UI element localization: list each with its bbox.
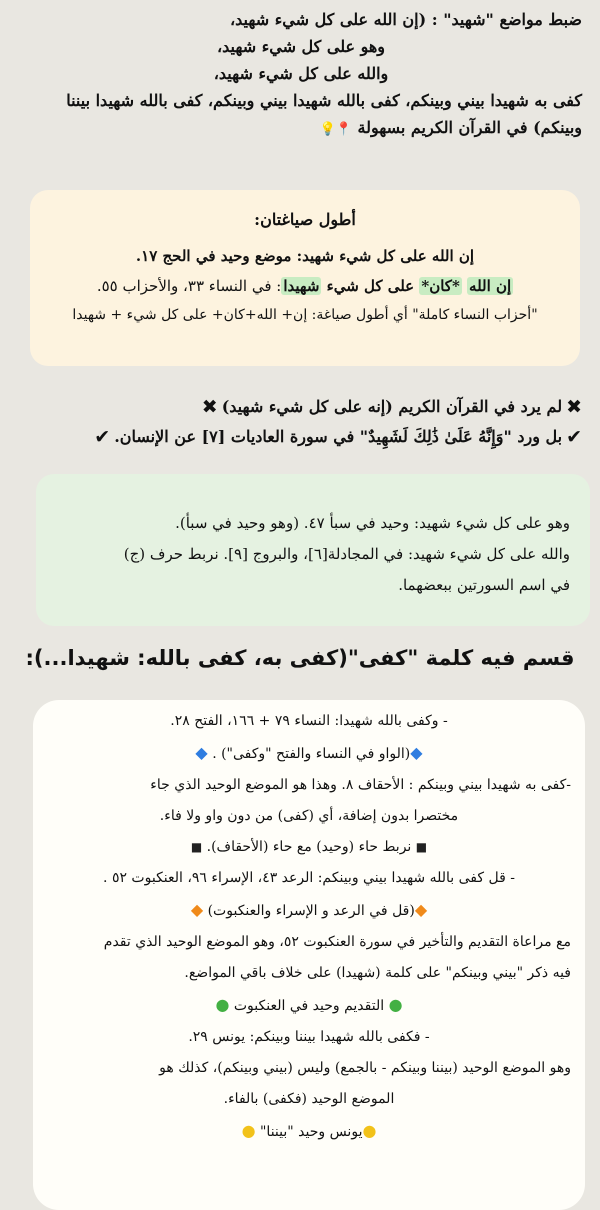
not-found-line	[10, 392, 586, 422]
highlight-inna-allah: إن الله	[469, 277, 512, 295]
orange-diamond-icon: ◆	[190, 900, 204, 919]
kafa-row-11: - فكفى بالله شهيدا بيننا وبينكم: يونس ٢٩.	[188, 1029, 430, 1045]
intro-line-5	[20, 114, 582, 143]
blue-diamond-icon: ◆	[195, 743, 208, 762]
intro-line-5-text: وبينكم) في القرآن الكريم بسهولة	[357, 118, 582, 137]
check-mark-icon: ✔	[566, 426, 582, 448]
not-found-text: لم يرد في القرآن الكريم (إنه على كل شيء شهيد)	[221, 397, 563, 416]
kafa-row-4: مختصرا بدون إضافة، أي (كفى) من دون واو ولا فاء.	[159, 808, 459, 824]
kafa-row-2-text: (الواو في النساء والفتح "وكفى") .	[212, 746, 411, 762]
huwa-row-2: والله على كل شيء شهيد: في المجادلة[٦]، والبروج [٩]. نربط حرف (ج)	[123, 545, 570, 563]
black-square-icon: ■	[415, 840, 428, 854]
yellow-circle-icon: ●	[241, 1121, 256, 1140]
longest-row-1	[48, 241, 562, 271]
longest-row-2	[48, 271, 562, 301]
blue-diamond-icon: ◆	[410, 743, 423, 762]
longest-row-1-text: إن الله على كل شيء شهيد: موضع وحيد في الحج ١٧.	[135, 247, 475, 265]
longest-forms-box	[30, 190, 580, 366]
section-title: قسم فيه كلمة "كفى"(كفى به، كفى بالله: شهيدا...):	[25, 646, 575, 670]
green-circle-icon: ●	[215, 995, 230, 1014]
check-mark-icon: ✔	[94, 426, 111, 448]
row2-middle: على كل شيء	[326, 277, 415, 295]
row2-tail: : في النساء ٣٣، والأحزاب ٥٥.	[96, 277, 282, 295]
but-found-text: بل ورد "وَإِنَّهُ عَلَىٰ ذَٰلِكَ لَشَهِيدٌ" في سورة العاديات [٧] عن الإنسان.	[114, 427, 563, 446]
intro-line-4: كفى به شهيدا بيني وبينكم، كفى بالله شهيدا بيني وبينكم، كفى بالله شهيدا بيننا	[66, 91, 582, 110]
highlight-kana: *كان*	[421, 277, 460, 295]
kafa-row-2	[47, 737, 571, 770]
intro-line-1: ضبط مواضع "شهيد" : (إن الله على كل شيء شهيد،	[229, 10, 582, 29]
kafa-row-10-text: التقديم وحيد في العنكبوت	[233, 998, 385, 1014]
kafa-row-9: فيه ذكر "بيني وبينكم" على كلمة (شهيدا) على خلاف باقي المواضع.	[184, 965, 571, 981]
x-mark-icon: ✖	[201, 396, 218, 418]
kafa-row-14	[47, 1115, 571, 1148]
yellow-circle-icon: ●	[362, 1121, 377, 1140]
kafa-row-7-text: (قل في الرعد و الإسراء والعنكبوت)	[207, 903, 415, 919]
kafa-row-7	[47, 894, 571, 927]
kafa-row-3: -كفى به شهيدا بيني وبينكم : الأحقاف ٨. وهذا هو الموضع الوحيد الذي جاء	[150, 777, 571, 793]
kafa-row-14-text: يونس وحيد "بيننا"	[259, 1124, 363, 1140]
notes-block	[10, 392, 586, 452]
but-found-line	[10, 422, 586, 452]
longest-heading: أطول صياغتان:	[254, 210, 356, 229]
longest-note: "أحزاب النساء كاملة" أي أطول صياغة: إن+ الله+كان+ على كل شيء + شهيدا	[72, 307, 538, 323]
kafa-row-5	[47, 832, 571, 863]
kafa-box	[33, 700, 585, 1210]
x-mark-icon: ✖	[566, 396, 582, 418]
orange-diamond-icon: ◆	[414, 900, 428, 919]
intro-text	[20, 6, 582, 143]
huwa-row-3: في اسم السورتين ببعضهما.	[398, 576, 570, 594]
kafa-row-10	[47, 989, 571, 1022]
kafa-row-12: وهو الموضع الوحيد (بيننا وبينكم - بالجمع) وليس (بيني وبينكم)، كذلك هو	[159, 1060, 571, 1076]
kafa-row-6: - قل كفى بالله شهيدا بيني وبينكم: الرعد ٤٣، الإسراء ٩٦، العنكبوت ٥٢ .	[103, 870, 515, 886]
intro-line-3: والله على كل شيء شهيد،	[213, 64, 389, 83]
huwa-box	[36, 474, 590, 626]
kafa-row-13: الموضع الوحيد (فكفى) بالفاء.	[223, 1091, 395, 1107]
intro-line-2: وهو على كل شيء شهيد،	[216, 37, 386, 56]
pin-bulb-icon: 📍💡	[319, 122, 352, 137]
kafa-row-1: - وكفى بالله شهيدا: النساء ٧٩ + ١٦٦، الفتح ٢٨.	[170, 713, 448, 729]
black-square-icon: ■	[190, 840, 203, 854]
kafa-row-5-text: نربط حاء (وحيد) مع حاء (الأحقاف).	[206, 839, 412, 855]
green-circle-icon: ●	[388, 995, 403, 1014]
huwa-row-1: وهو على كل شيء شهيد: وحيد في سبأ ٤٧. (وهو وحيد في سبأ).	[175, 514, 570, 532]
kafa-row-8: مع مراعاة التقديم والتأخير في سورة العنكبوت ٥٢، وهو الموضع الوحيد الذي تقدم	[103, 934, 571, 950]
highlight-shahida: شهيدا	[283, 277, 320, 295]
